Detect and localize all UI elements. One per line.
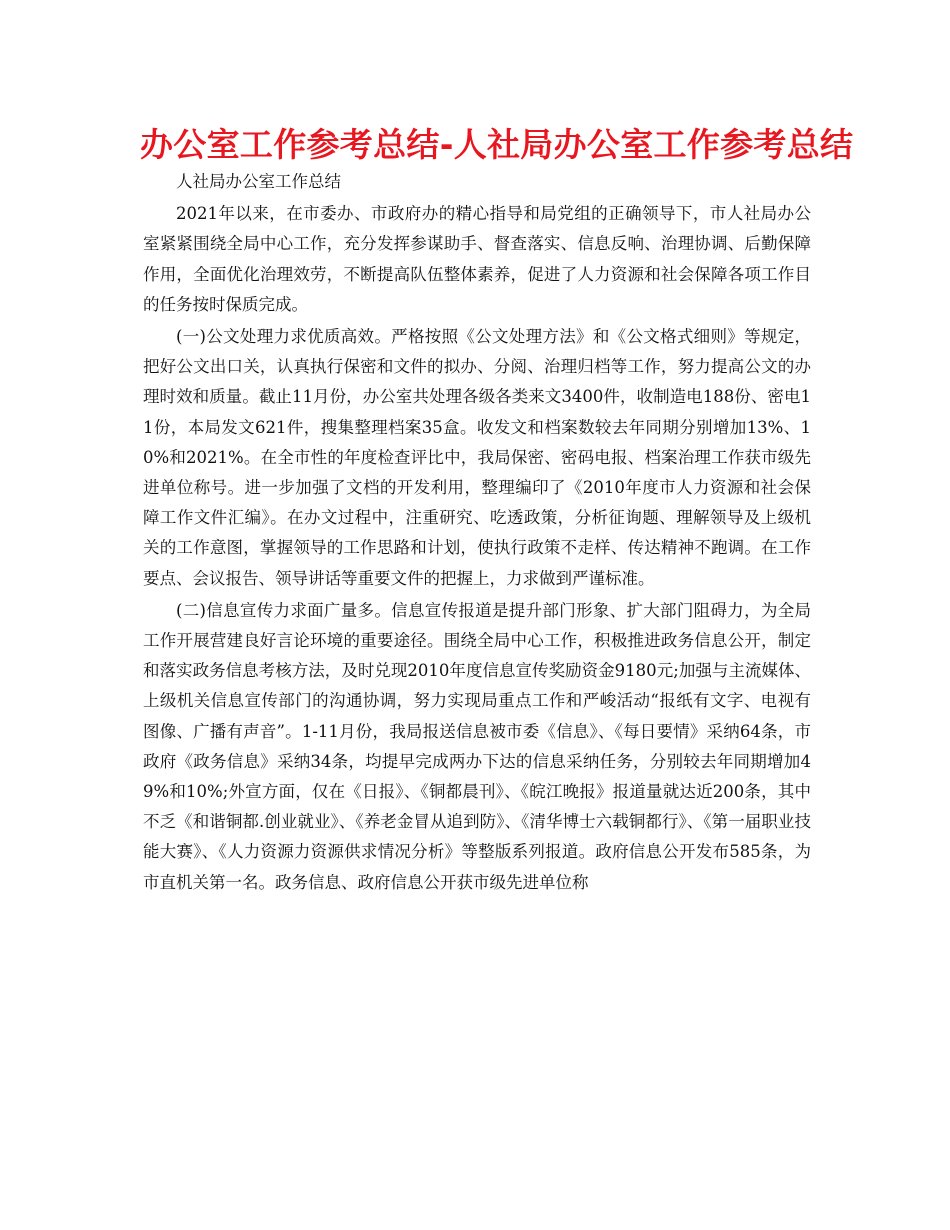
document-title: 办公室工作参考总结-人社局办公室工作参考总结 [140,125,854,164]
paragraph-intro: 2021年以来，在市委办、市政府办的精心指导和局党组的正确领导下，市人社局办公室紧紧围绕全局中心工作，充分发挥参谋助手、督查落实、信息反响、治理协调、后勤保障作用，全面优化治理效劳，不断提高队伍整体素养，促进了人力资源和社会保障各项工作目的任务按时保质完成。 [143,204,811,314]
document-body [143,167,811,898]
paragraph-information-publicity: (二)信息宣传力求面广量多。信息宣传报道是提升部门形象、扩大部门阻碍力，为全局工作开展营建良好言论环境的重要途径。围绕全局中心工作，积极推进政务信息公开，制定和落实政务信息考核方法，及时兑现2010年度信息宣传奖励资金9180元;加强与主流媒体、上级机关信息宣传部门的沟通协调，努力实现局重点工作和严峻活动“报纸有文字、电视有图像、广播有声音”。1-11月份，我局报送信息被市委《信息》、《每日要情》采纳64条，市政府《政务信息》采纳34条，均提早完成两办下达的信息采纳任务，分别较去年同期增加49%和10%;外宣方面，仅在《日报》、《铜都晨刊》、《皖江晚报》报道量就达近200条，其中不乏《和谐铜都.创业就业》、《养老金冒从追到防》、《清华博士六载铜都行》、《第一届职业技能大赛》、《人力资源力资源供求情况分析》等整版系列报道。政府信息公开发布585条，为市直机关第一名。政务信息、政府信息公开获市级先进单位称 [143,600,811,892]
paragraph-document-handling: (一)公文处理力求优质高效。严格按照《公文处理方法》和《公文格式细则》等规定，把好公文出口关，认真执行保密和文件的拟办、分阅、治理归档等工作，努力提高公文的办理时效和质量。截止11月份，办公室共处理各级各类来文3400件，收制造电188份、密电11份，本局发文621件，搜集整理档案35盒。收发文和档案数较去年同期分别增加13%、10%和2021%。在全市性的年度检查评比中，我局保密、密码电报、档案治理工作获市级先进单位称号。进一步加强了文档的开发利用，整理编印了《2010年度市人力资源和社会保障工作文件汇编》。在办文过程中，注重研究、吃透政策，分析征询题、理解领导及上级机关的工作意图，掌握领导的工作思路和计划，使执行政策不走样、传达精神不跑调。在工作要点、会议报告、领导讲话等重要文件的把握上，力求做到严谨标准。 [143,327,811,588]
document-subtitle: 人社局办公室工作总结 [176,172,341,191]
